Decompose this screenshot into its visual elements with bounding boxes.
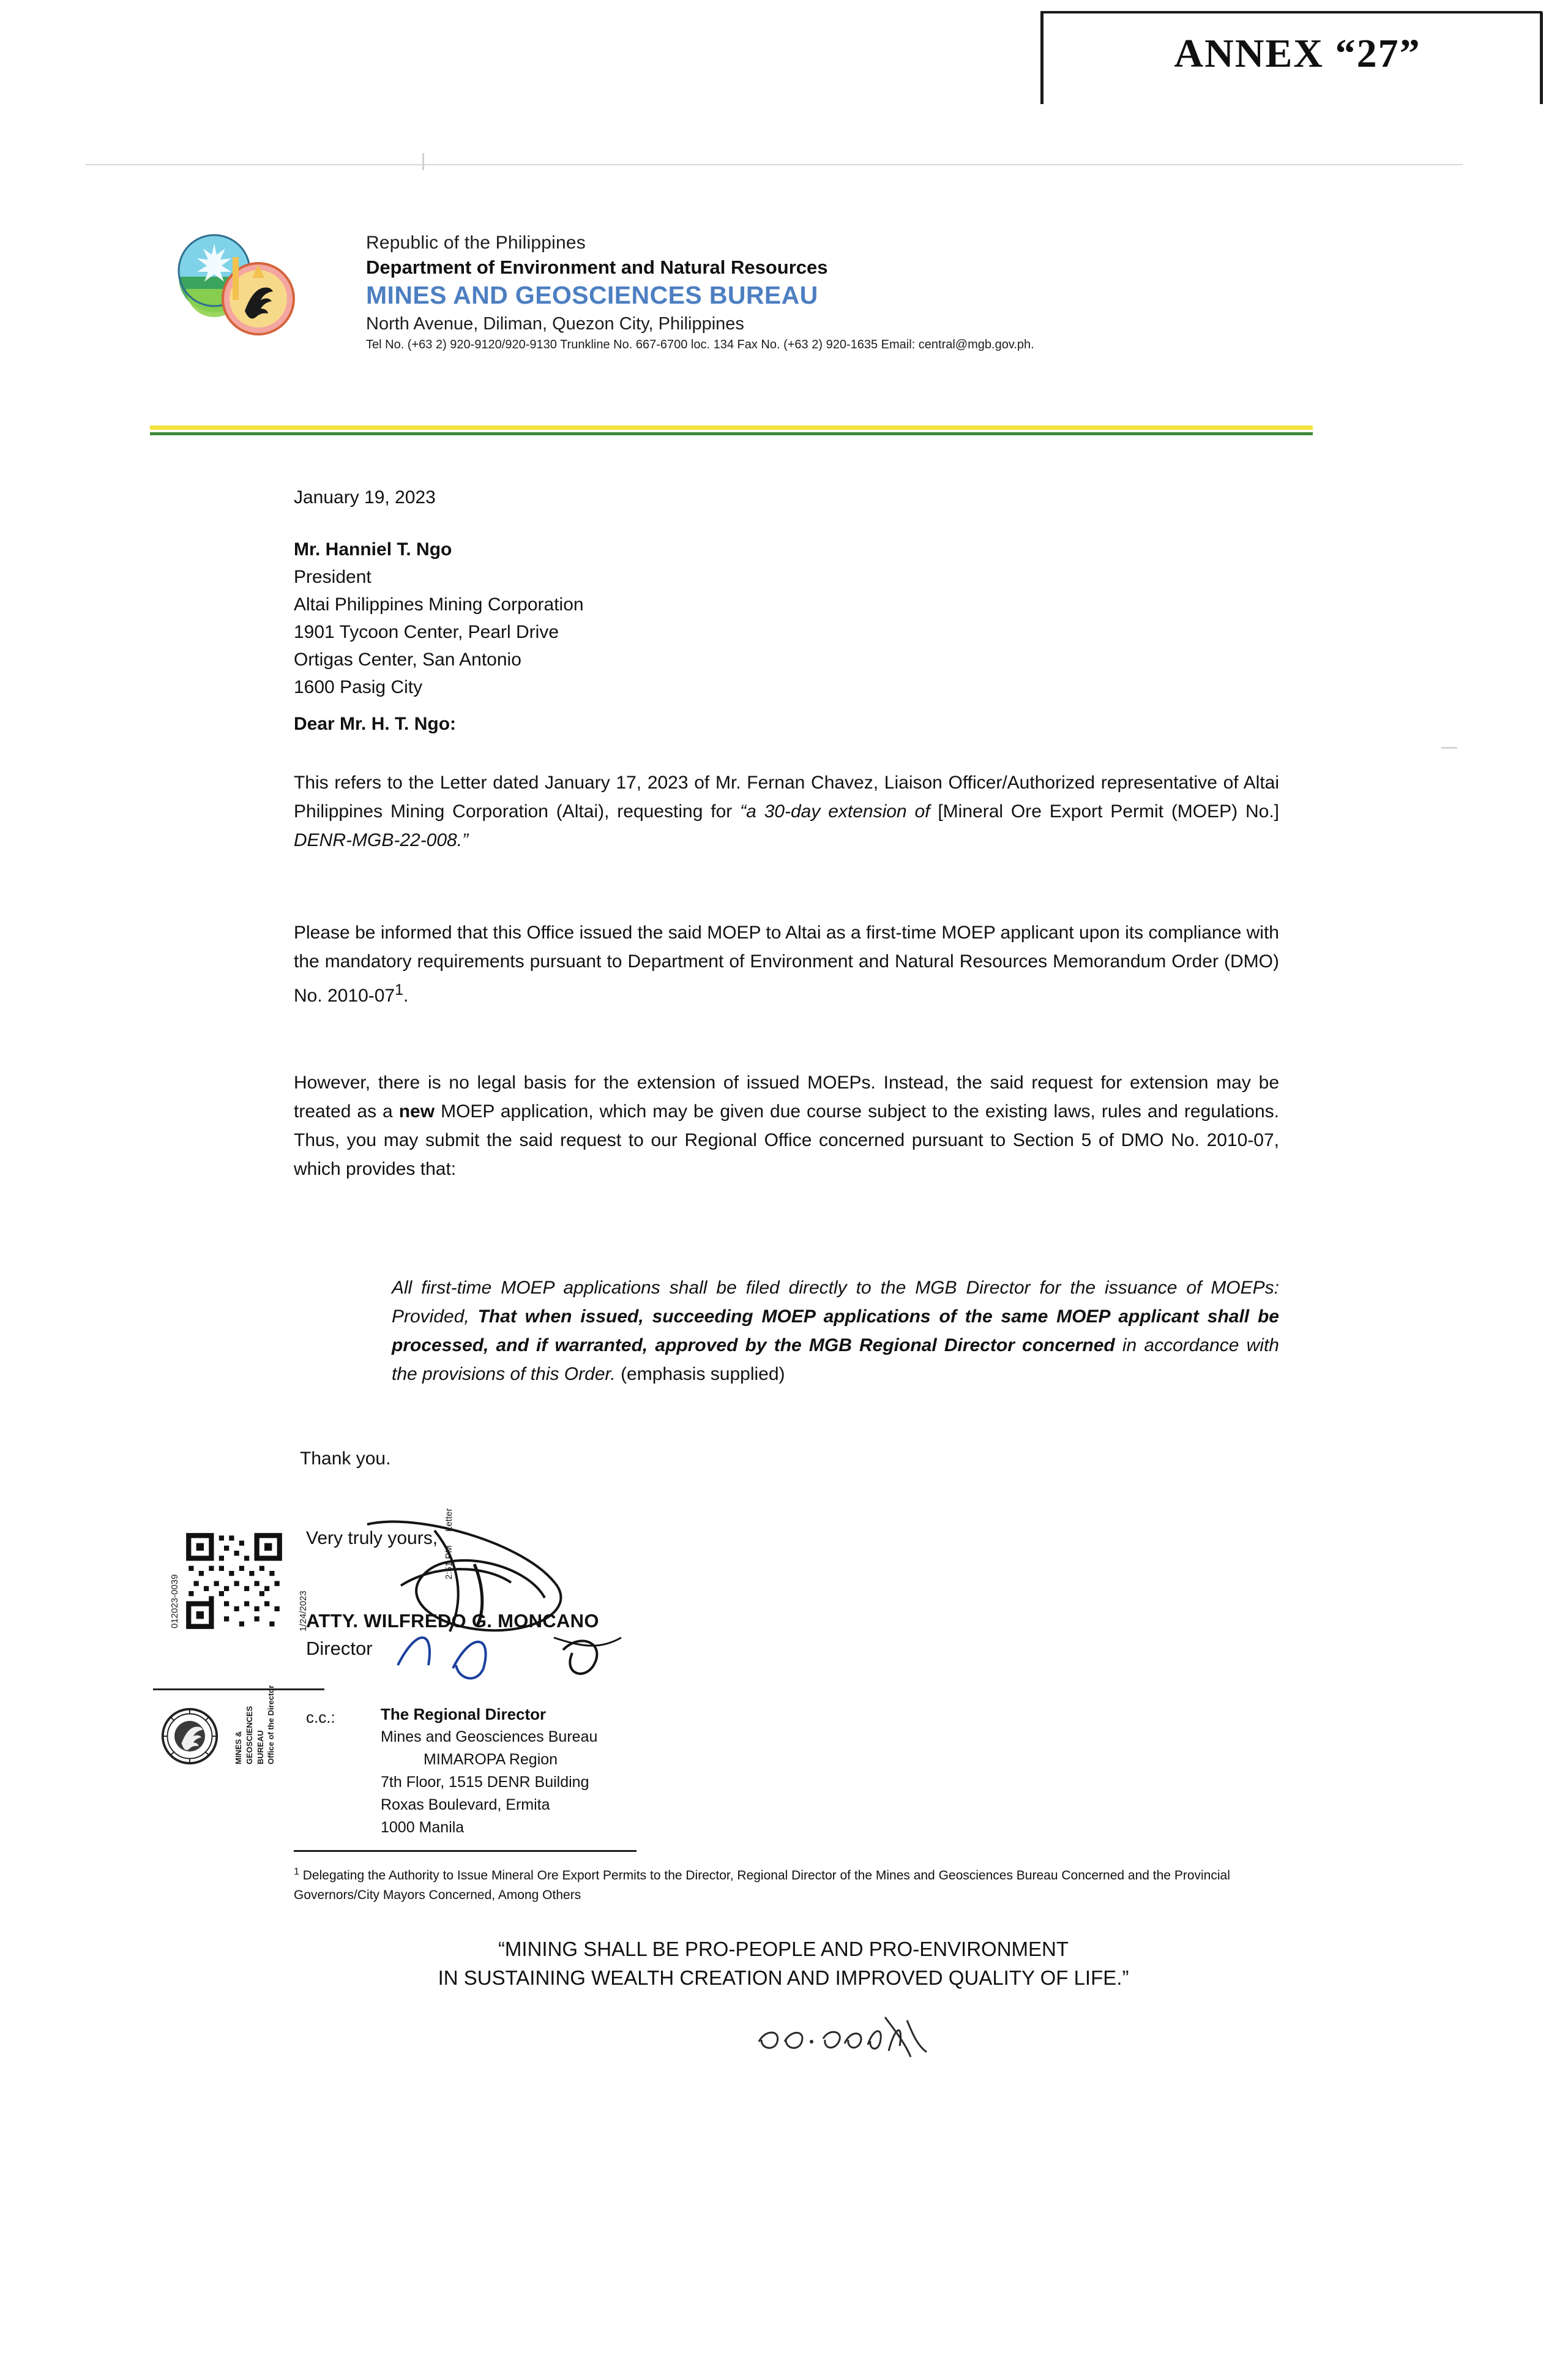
paragraph-2 xyxy=(294,918,1279,1010)
thank-you-line: Thank you. xyxy=(300,1448,391,1469)
letterhead-department: Department of Environment and Natural Resources xyxy=(366,257,828,278)
letterhead-bureau: MINES AND GEOSCIENCES BUREAU xyxy=(366,281,818,309)
letterhead-republic: Republic of the Philippines xyxy=(366,233,586,253)
slogan-line-1: “MINING SHALL BE PRO-PEOPLE AND PRO-ENVIRONMENT xyxy=(498,1938,1069,1960)
quote-bold: That when issued, succeeding MOEP applications of the same MOEP applicant shall be processed, and if warranted, approved by the MGB Regional Director concerned xyxy=(392,1306,1279,1355)
letterhead xyxy=(0,227,1568,429)
letterhead-address: North Avenue, Diliman, Quezon City, Philippines xyxy=(366,314,744,334)
recipient-address-2: Ortigas Center, San Antonio xyxy=(294,650,521,670)
quote-emphasis-note: (emphasis supplied) xyxy=(621,1364,785,1384)
recipient-company: Altai Philippines Mining Corporation xyxy=(294,594,584,615)
letterhead-rule-yellow xyxy=(150,425,1313,430)
recipient-name: Mr. Hanniel T. Ngo xyxy=(294,539,452,560)
annex-rule-right xyxy=(1540,12,1543,104)
cc-line-4: 7th Floor, 1515 DENR Building xyxy=(381,1774,589,1791)
paragraph-3-part-a: However, there is no legal basis for the extension of issued MOEPs. Instead, the said request for extension may be treated as a xyxy=(294,1073,1279,1122)
stamp-divider xyxy=(153,1688,324,1690)
paragraph-3-bold: new xyxy=(398,1101,435,1122)
paragraph-1-italic-2: DENR-MGB-22-008.” xyxy=(294,830,469,850)
cc-line-2: Mines and Geosciences Bureau xyxy=(381,1728,598,1745)
qr-code-icon xyxy=(184,1530,285,1632)
annex-rule-left xyxy=(1040,12,1043,104)
seal-label-line-4: Office of the Director xyxy=(266,1685,275,1764)
paragraph-1-part-b: [Mineral Ore Export Permit (MOEP) No.] xyxy=(938,801,1280,822)
stamp-time: 2:51 PM xyxy=(444,1545,454,1579)
dry-seal-icon xyxy=(160,1707,219,1766)
mgb-logo-icon xyxy=(166,233,326,349)
signatory-title: Director xyxy=(306,1638,373,1659)
stamp-code-left: 012023-0039 xyxy=(170,1574,180,1628)
seal-label-line-1: MINES & xyxy=(234,1731,243,1764)
paragraph-3 xyxy=(294,1068,1279,1183)
stamp-label: Letter xyxy=(444,1508,454,1532)
slogan-line-2: IN SUSTAINING WEALTH CREATION AND IMPROVED QUALITY OF LIFE.” xyxy=(438,1966,1129,1989)
scan-artifact-tick xyxy=(422,153,424,170)
paragraph-1-italic-1: “a 30-day extension of xyxy=(740,801,938,822)
cc-line-1: The Regional Director xyxy=(381,1705,547,1723)
footnote-marker-inline: 1 xyxy=(395,981,404,998)
recipient-title: President xyxy=(294,567,371,587)
footnote-text: Delegating the Authority to Issue Mineral Ore Export Permits to the Director, Regional Director of the Mines and Geosciences Bureau Concerned and the Provincial Governors/City Mayors Concerned, Among Others xyxy=(294,1868,1230,1902)
block-quote xyxy=(392,1273,1279,1388)
letterhead-rule-green xyxy=(150,432,1313,435)
annex-rule-top xyxy=(1040,11,1542,13)
scan-artifact-line xyxy=(86,164,1463,165)
cc-line-5: Roxas Boulevard, Ermita xyxy=(381,1796,550,1813)
stamp-date: 1/24/2023 xyxy=(298,1590,308,1632)
recipient-address-1: 1901 Tycoon Center, Pearl Drive xyxy=(294,622,559,642)
letterhead-contact: Tel No. (+63 2) 920-9120/920-9130 Trunkline No. 667-6700 loc. 134 Fax No. (+63 2) 920-1635 Email: central@mgb.gov.ph. xyxy=(366,338,1034,351)
recipient-address-3: 1600 Pasig City xyxy=(294,677,423,697)
paragraph-2-end: . xyxy=(403,986,409,1006)
letterhead-text xyxy=(366,233,1034,352)
paragraph-3-part-b: MOEP application, which may be given due course subject to the existing laws, rules and regulations. Thus, you may submit the said request to our Regional Office concerned pursuant to Section 5 of DMO No. 2010-07, which provides that: xyxy=(294,1101,1280,1179)
quote-part-b: in accordance with the provisions of this Order. xyxy=(392,1335,1279,1384)
seal-label-line-3: BUREAU xyxy=(256,1730,265,1764)
quote-part-a: All first-time MOEP applications shall be filed directly to the MGB Director for the issuance of MOEPs: Provided, xyxy=(392,1278,1279,1327)
scan-artifact-edge xyxy=(1441,747,1457,749)
paragraph-1 xyxy=(294,768,1279,855)
annex-title: ANNEX “27” xyxy=(1174,31,1421,76)
cc-line-6: 1000 Manila xyxy=(381,1819,465,1836)
closing-line: Very truly yours, xyxy=(306,1528,438,1548)
recipient-block xyxy=(294,536,584,701)
paragraph-1-part-a: This refers to the Letter dated January 17, 2023 of Mr. Fernan Chavez, Liaison Officer/Authorized representative of Altai Philippines Mining Corporation (Altai), requesting for xyxy=(294,773,1279,822)
handwritten-annotation xyxy=(753,2008,955,2063)
footnote xyxy=(294,1862,1273,1905)
cc-line-3: MIMAROPA Region xyxy=(424,1751,558,1768)
footnote-divider xyxy=(294,1850,637,1852)
letter-date: January 19, 2023 xyxy=(294,487,436,508)
slogan xyxy=(263,1935,1304,1992)
cc-label: c.c.: xyxy=(306,1708,335,1726)
seal-label-line-2: GEOSCIENCES xyxy=(245,1706,254,1764)
salutation: Dear Mr. H. T. Ngo: xyxy=(294,714,457,734)
seal-side-label xyxy=(231,1685,299,1770)
annex-header xyxy=(0,0,1568,147)
cc-recipient-block xyxy=(381,1703,597,1839)
paragraph-2-text: Please be informed that this Office issued the said MOEP to Altai as a first-time MOEP applicant upon its compliance with the mandatory requirements pursuant to Department of Environment and Natural Resources Memorandum Order (DMO) No. 2010-07 xyxy=(294,923,1279,1006)
signatory-name: ATTY. WILFREDO G. MONCANO xyxy=(306,1610,599,1632)
footnote-marker: 1 xyxy=(294,1867,299,1877)
